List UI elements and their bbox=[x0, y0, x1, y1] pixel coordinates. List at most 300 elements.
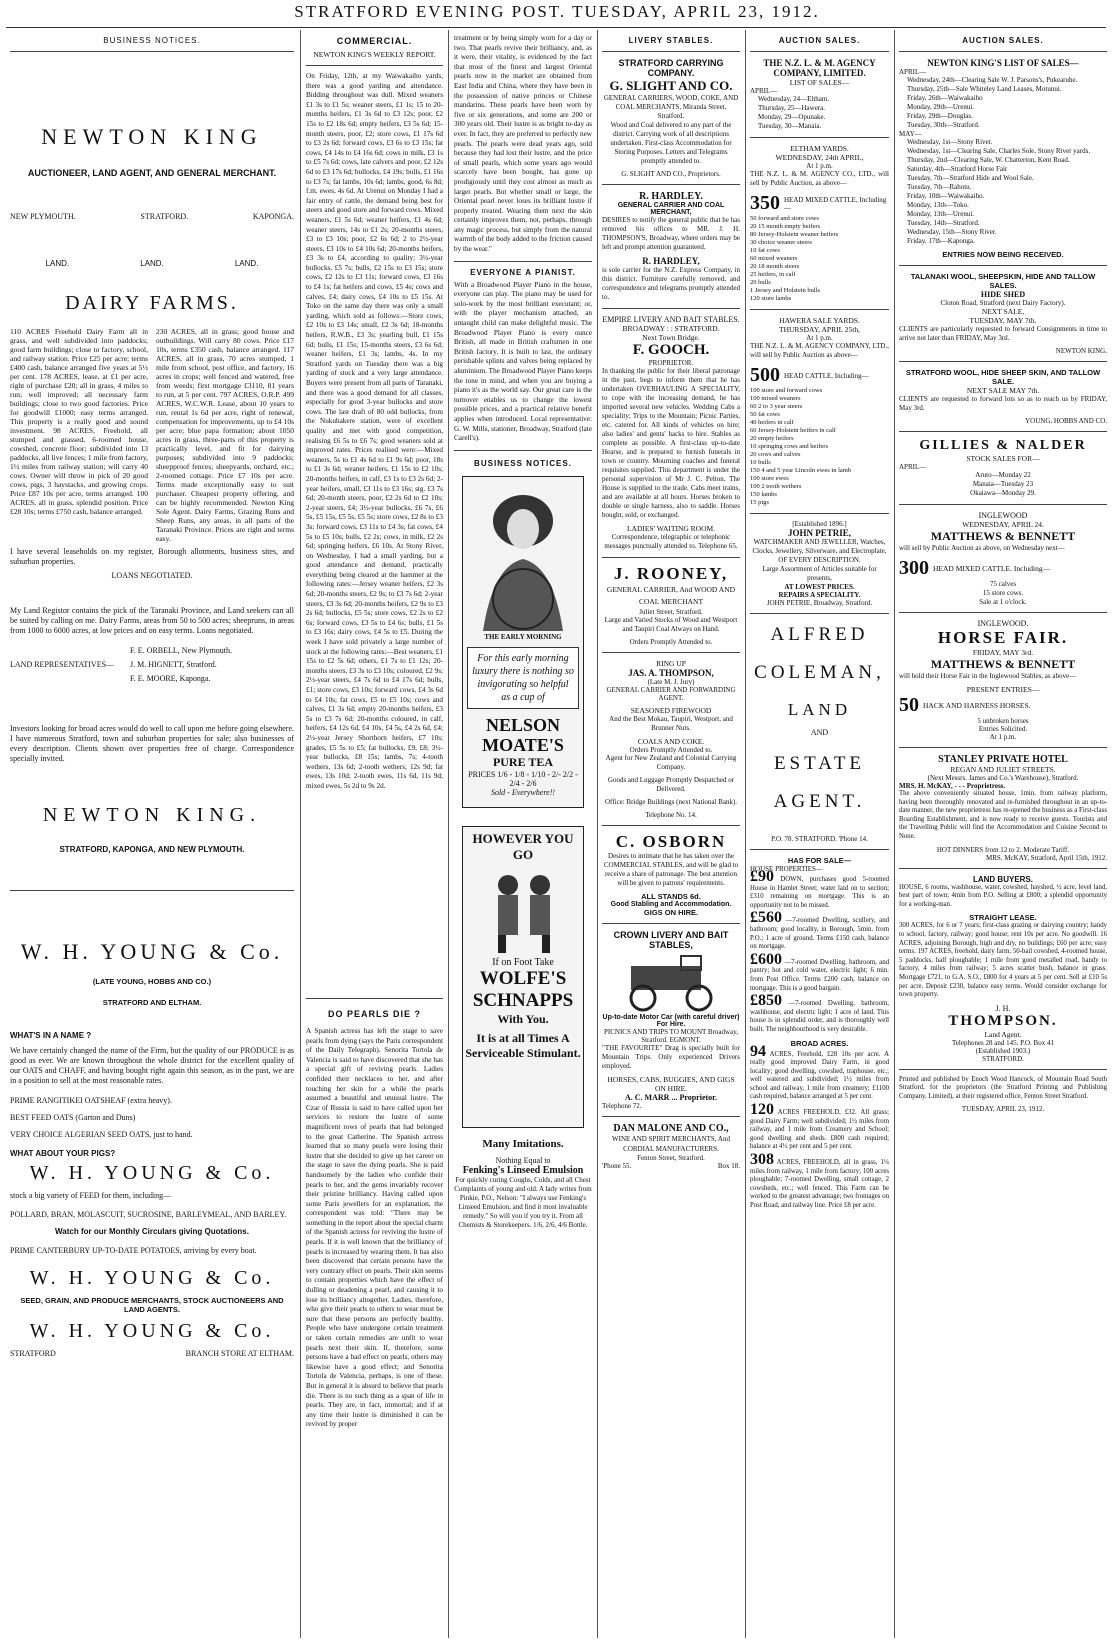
rep-name: F. E. ORBELL, New Plymouth. bbox=[130, 646, 233, 655]
printed-by: Printed and published by Enoch Wood Hancock, of Mountain Road South Stratford, for the proprietors (the Stratford Printing and Publishing Company, Limited), at their registered office, Fenton Street Stratford. bbox=[899, 1075, 1107, 1100]
hotel-addr: REGAN AND JULIET STREETS. bbox=[950, 765, 1056, 774]
sale-item: Monday, 13th—Toko. bbox=[907, 201, 969, 209]
rooney-sub: GENERAL CARRIER, And WOOD AND COAL MERCHANT bbox=[606, 585, 736, 606]
sale-item: Wednesday, 24—Eltham. bbox=[758, 95, 830, 103]
hawera-yards: HAWERA SALE YARDS. bbox=[779, 316, 860, 325]
divider bbox=[602, 1116, 740, 1117]
rooney-addr: Juliet Street, Stratford. bbox=[639, 608, 703, 616]
seed-merch: SEED, GRAIN, AND PRODUCE MERCHANTS, STOCK AUCTIONEERS AND LAND AGENTS. bbox=[20, 1296, 284, 1314]
imitations: Many Imitations. bbox=[482, 1137, 564, 1150]
ring-up: RING UP bbox=[656, 659, 686, 668]
divider bbox=[306, 65, 443, 66]
stock-item: 20 cows and calves bbox=[750, 451, 801, 458]
matthews-name-2: MATTHEWS & BENNETT bbox=[930, 657, 1076, 671]
alfred: ALFRED bbox=[770, 624, 869, 645]
straight-text: 300 ACRES, for 6 or 7 years; first-class grazing or dairying country; handy to school, factory, railway; good house; rent 10s per acre. No goodwill. 16 ACRES, adjoining Borough, high and dry, no buildings; £60 per acre; easy terms. 197 ACRES, freehold, dairy farm, 50-bail cowshed, 4-roomed house, 5 paddocks, half ploughable; 1 mile from good metalled road, handy to factory, 4 miles from railway; 5 acres scatter bush, balance in grass. Mortgage £721, to G.A. S.O., £800 for 4 years at 5 per cent. Sell at £10 5s per acre. Deposit £230, balance easy terms. Would consider exchange for town property. bbox=[899, 922, 1107, 999]
divider bbox=[306, 998, 443, 999]
young-title: W. H. YOUNG & Co. bbox=[20, 939, 284, 964]
at-1pm: At 1 p.m. bbox=[989, 733, 1017, 741]
firm-tagline: AUCTIONEER, LAND AGENT, AND GENERAL MERCHANT. bbox=[27, 168, 277, 178]
slight-sub: GENERAL CARRIERS, WOOD, COKE, AND COAL MERCHANTS, Miranda Street, Stratford. bbox=[603, 94, 739, 120]
towns-2: STRATFORD, KAPONGA, AND NEW PLYMOUTH. bbox=[59, 845, 245, 854]
cattle-350-label: HEAD MIXED CATTLE, Including— bbox=[784, 195, 887, 212]
picnics-text: PICNICS AND TRIPS TO MOUNT Broadway, Stratford. EGMONT. bbox=[604, 1028, 738, 1044]
divider bbox=[750, 137, 889, 138]
stabling-text: Good Stabling and Accommodation. bbox=[610, 901, 732, 908]
stock-item: 10 fat cows bbox=[750, 247, 780, 254]
sale-item: Tuesday, 7th—Stratford Hide and Wool Sale. bbox=[907, 174, 1034, 182]
nzlm-title: THE N.Z. L. & M. AGENCY COMPANY, LIMITED. bbox=[763, 58, 876, 78]
name-text: We have certainly changed the name of the Firm, but the quality of our PRODUCE is as good as ever. We are known throughout the whole district for the excellent quality of our OATS and CHAFF, and having bought right again this season, as in the past, we are in a position to sell at the most reasonable rates. bbox=[10, 1046, 294, 1085]
next-sale: NEXT SALE, bbox=[981, 307, 1025, 316]
hotel-name: STANLEY PRIVATE HOTEL bbox=[938, 754, 1068, 765]
buyers-text: HOUSE, 6 rooms, washhouse, water, cowshed, hayshed, ½ acre, level land, best part of town; 4min from P.O. Selling at £800; a splendid opportunity for a working-man. bbox=[899, 883, 1107, 908]
may-label: MAY— bbox=[899, 130, 922, 138]
stands-price: ALL STANDS 6d. bbox=[641, 892, 701, 901]
stock-item: 20 empty heifers bbox=[750, 435, 794, 442]
column-commercial bbox=[306, 34, 443, 1638]
eltham-date: WEDNESDAY, 24th APRIL, bbox=[775, 153, 864, 162]
section-header: AUCTION SALES. bbox=[778, 36, 861, 45]
stock-item: 150 4 and 5 year Lincoln ewes in lamb bbox=[750, 467, 852, 474]
divider bbox=[454, 261, 592, 262]
divider bbox=[899, 1069, 1107, 1070]
ing-date: WEDNESDAY, APRIL 24. bbox=[962, 520, 1044, 529]
sale-item: Tuesday, 14th—Stratford. bbox=[907, 219, 980, 227]
coal-text: And the Best Mokau, Taupiri, Westport, and Brunner Nuts. bbox=[609, 715, 733, 732]
sale-item: Monday, 29th—Urenui. bbox=[907, 103, 975, 111]
phone-55: 'Phone 55. bbox=[602, 1162, 632, 1170]
best-oats: BEST FEED OATS (Garton and Duns) bbox=[10, 1113, 136, 1122]
april-sales bbox=[899, 76, 1107, 130]
land-buyers: LAND BUYERS. bbox=[972, 874, 1033, 884]
column-livery-stables bbox=[602, 34, 740, 1638]
box-18: Box 18. bbox=[717, 1162, 740, 1170]
sale-item: Thursday, 2nd—Clearing Sale, W. Chatterton, Kent Road. bbox=[907, 156, 1070, 164]
coleman-po: P.O. 78. STRATFORD. 'Phone 14. bbox=[771, 835, 868, 843]
acres-120 bbox=[750, 1101, 889, 1152]
stock-item: 10 springing cows and heifers bbox=[750, 443, 828, 450]
stock-item: 50 fat cows bbox=[750, 411, 780, 418]
sales-list bbox=[750, 95, 889, 131]
est: (Established 1903.) bbox=[975, 1046, 1031, 1055]
sale-item: Monday, 13th—Urenui. bbox=[907, 210, 975, 218]
cattle-500 bbox=[750, 364, 889, 387]
nk-list: NEWTON KING'S LIST OF SALES— bbox=[927, 58, 1079, 68]
matthews-name: MATTHEWS & BENNETT bbox=[930, 529, 1076, 543]
nelson-top: THE EARLY MORNING bbox=[484, 632, 562, 641]
divider bbox=[602, 184, 740, 185]
pianist-heading: EVERYONE A PIANIST. bbox=[470, 267, 576, 277]
acres-308 bbox=[750, 1151, 889, 1211]
potatoes-text: PRIME CANTERBURY UP-TO-DATE POTATOES, arriving by every boat. bbox=[10, 1246, 257, 1255]
divider bbox=[602, 923, 740, 924]
carrying-title: STRATFORD CARRYING COMPANY. bbox=[618, 58, 724, 78]
property-600 bbox=[750, 950, 889, 993]
young-sub: (LATE YOUNG, HOBBS AND CO.) bbox=[92, 977, 212, 986]
land-label: LAND. bbox=[45, 259, 70, 268]
pearls-article: A Spanish actress has left the stage to save pearls from dying (says the Paris correspondent of the Daily Telegraph). Senorita Tortola de Valencia is said to have discovered that she has a special gift of reviving pearls. Ladies confided their necklaces to her, and after touching her skin for a while the pearls assumed a beautiful and unusual lustre. The Czar of Russia is said to have called upon her services to restore the lustre of some magnificent rows of pearls that had belonged to the great Catherine. The Spanish actress learned that so many pearls were losing their lustre that she decided to give up her career on the stage to save the dying pearls. She is paid handsomely by the ladies who confide their pearls to her, and the gems invariably recover their pristine brilliancy. Having called upon some Paris jewellers for an explanation, the correspondent was told: "There may be something in the report about the special charm of the Spanish actress for reviving the lustre of pearls. If it is well known that the brilliancy of pearls is increased by wearing them. It has also been discovered that certain persons have the very contrary effect on pearls. Their skin seems to contain properties which have the effect of dulling or deadening a pearl, and causing it to lose its brilliancy altogether. Ladies, therefore, who give their pearls to others to wear must be sure that these persons are perfectly healthy. People who have undergone certain treatment or taken certain remedies are unfit to wear pearls next their skin. If, therefore, some persons have a bad effect on pearls, others may likewise have a good effect; and Senorita Tortola de Valencia, perhaps, is one of these. But in general it is absurd to believe that pearls die. There is no such thing as a span of life in pearls. They are, in fact, immortal; and if at any time their lustre is diminished it can be revived by proper bbox=[306, 1027, 443, 1429]
cattle-350 bbox=[750, 192, 889, 215]
section-header: AUCTION SALES. bbox=[962, 36, 1044, 45]
young-title: W. H. YOUNG & Co. bbox=[29, 1320, 275, 1342]
gillies-sub: STOCK SALES FOR— bbox=[966, 454, 1040, 463]
farm-listings bbox=[10, 327, 294, 547]
stratford-label: STRATFORD bbox=[10, 1349, 56, 1358]
stratford: STRATFORD. bbox=[982, 1054, 1024, 1063]
malone-contacts bbox=[602, 1162, 740, 1170]
telephone-14: Telephone No. 14. bbox=[645, 811, 697, 819]
next-sale-2: NEXT SALE MAY 7th. bbox=[966, 386, 1040, 395]
fenkings-title: Fenking's Linseed Emulsion bbox=[462, 1164, 584, 1176]
rooney-name: J. ROONEY, bbox=[613, 564, 729, 583]
reps-label: LAND REPRESENTATIVES— bbox=[10, 660, 115, 669]
nothing-equal: Nothing Equal to bbox=[495, 1155, 551, 1165]
unbroken: 5 unbroken horses bbox=[977, 717, 1029, 725]
wolfe-foot: If on Foot Take bbox=[492, 956, 554, 968]
divider bbox=[750, 309, 889, 310]
representatives bbox=[10, 644, 294, 686]
young-title: W. H. YOUNG & Co. bbox=[29, 1162, 275, 1184]
masthead: STRATFORD EVENING POST. TUESDAY, APRIL 23, 1912. bbox=[294, 2, 820, 21]
suburban-note: I have several leaseholds on my register, Borough allotments, business sites, and suburban properties. bbox=[10, 547, 294, 566]
wolfe-top: HOWEVER YOU GO bbox=[472, 830, 574, 862]
young-footer bbox=[10, 1349, 294, 1358]
land-agent: Land Agent. bbox=[984, 1029, 1022, 1039]
land-list bbox=[10, 259, 294, 268]
stock-item: 100 2 tooth wethers bbox=[750, 483, 802, 490]
sale-at-1: Sale at 1 o'clock. bbox=[979, 598, 1027, 606]
section-header: BUSINESS NOTICES. bbox=[103, 36, 201, 45]
g-april: APRIL— bbox=[899, 463, 927, 471]
registor-text: My Land Registor contains the pick of the Taranaki Province, and Land seekers can all be suited by calling on me. Dairy Farms, areas from 50 to 500 acres; sheepruns, in areas from 1000 to 6000 acres, at low prices and on easy terms. Loans negotiated. bbox=[10, 606, 294, 635]
cattle-300-list bbox=[899, 580, 1107, 598]
divider bbox=[10, 51, 294, 52]
branch-label: BRANCH STORE AT ELTHAM. bbox=[185, 1349, 294, 1358]
section-header: LIVERY STABLES. bbox=[628, 36, 714, 45]
seed-oats: VERY CHOICE ALGERIAN SEED OATS, just to hand. bbox=[10, 1130, 193, 1139]
price-850: £850 bbox=[750, 992, 782, 1010]
horses-text: HORSES, CABS, BUGGIES, AND GIGS ON HIRE. bbox=[607, 1075, 735, 1093]
price-90: £90 bbox=[750, 868, 774, 885]
motor-car-icon bbox=[611, 952, 731, 1012]
stock-item: 100 store ewes bbox=[750, 475, 789, 482]
clients-text: CLIENTS are particularly requested to forward Consignments in time to arrive not later than FRIDAY, May 3rd. bbox=[899, 325, 1107, 342]
stock-item: 15 pigs bbox=[750, 499, 769, 506]
count-308: 308 bbox=[750, 1151, 774, 1169]
solicited: Entries Solicited. bbox=[978, 725, 1028, 733]
april-label: APRIL— bbox=[750, 87, 778, 95]
firewood: SEASONED FIREWOOD bbox=[630, 706, 712, 715]
stock-item: 10 bulls bbox=[750, 459, 771, 466]
rep-name: J. M. HIGNETT, Stratford. bbox=[130, 660, 217, 669]
cattle-300-label: HEAD MIXED CATTLE. Including— bbox=[933, 564, 1051, 573]
acres-308-text: ACRES, FREEHOLD, all in grass, 1¼ miles from railway, 1 mile from factory; 100 acres ploughable; 7-roomed Dwelling, small cottage, 2 cowsheds, etc.; well fenced. This Farm can be worked to the greatest advantage; two frontages on Post Road, and railway line. Price £8 per acre. bbox=[750, 1159, 889, 1209]
price-600: £600 bbox=[750, 950, 782, 968]
stock-item: 75 calves bbox=[989, 580, 1017, 588]
hide-shed: HIDE SHED bbox=[980, 290, 1026, 299]
rep-name: F. E. MOORE, Kaponga. bbox=[130, 674, 211, 683]
thompson-name: JAS. A. THOMPSON, bbox=[628, 668, 714, 678]
entries: ENTRIES NOW BEING RECEIVED. bbox=[942, 250, 1064, 259]
count-350: 350 bbox=[750, 192, 780, 214]
crown-title: CROWN LIVERY AND BAIT STABLES, bbox=[613, 930, 729, 950]
talanaki: TALANAKI WOOL, SHEEPSKIN, HIDE AND TALLOW SALES. bbox=[910, 272, 1096, 290]
straight-lease: STRAIGHT LEASE. bbox=[969, 913, 1037, 923]
stock-item: 20 bulls bbox=[750, 279, 771, 286]
town-label: STRATFORD. bbox=[140, 212, 189, 221]
divider bbox=[899, 612, 1107, 613]
nzlm-sell: THE N.Z. L. & M. AGENCY CO., LTD., will sell by Public Auction, as above— bbox=[750, 170, 889, 187]
sale-item: Thursday, 25—Hawera. bbox=[758, 104, 825, 112]
divider bbox=[899, 265, 1107, 266]
town-label: NEW PLYMOUTH. bbox=[10, 212, 76, 221]
osborn-name: C. OSBORN bbox=[615, 832, 727, 851]
gillies-sales bbox=[899, 471, 1107, 498]
circulars-text: Watch for our Monthly Circulars giving Quotations. bbox=[55, 1227, 249, 1236]
stock-item: 100 mixed weaners bbox=[750, 395, 801, 402]
matthews-text-2: will hold their Horse Fair in the Inglewood Stables, as above— bbox=[899, 672, 1077, 680]
stock-item: 60 2 to 3 year steers bbox=[750, 403, 803, 410]
stock-item: 1 Jersey and Holstein bulls bbox=[750, 287, 821, 294]
investors-text: Investors looking for broad acres would do well to call upon me before going elsewhere. I have numerous Stratford, town and suburban properties for sale; also businesses of every description. Clients shown over properties free of charge. Correspondence specially invited. bbox=[10, 724, 294, 763]
rooney-text: Large and Varied Stocks of Wood and Westport and Taupiri Coal Always on Hand. bbox=[604, 616, 738, 633]
sale-item: Tuesday, 30—Manaia. bbox=[758, 122, 822, 130]
sale-item: Friday, 26th—Waiwakaiho bbox=[907, 94, 983, 102]
cattle-500-label: HEAD CATTLE, Including— bbox=[784, 371, 869, 380]
goods-text: Goods and Luggage Promptly Despatched or Delivered. bbox=[607, 776, 735, 793]
waiting-room: LADIES' WAITING ROOM. bbox=[626, 524, 716, 533]
pearls-heading: DO PEARLS DIE ? bbox=[327, 1009, 421, 1019]
wolfe-brand: WOLFE'S SCHNAPPS bbox=[472, 967, 574, 1011]
young-title: W. H. YOUNG & Co. bbox=[29, 1267, 275, 1289]
gillies-name: GILLIES & NALDER bbox=[919, 438, 1087, 453]
stock-item: 50 forward and store cows bbox=[750, 215, 819, 222]
divider bbox=[899, 504, 1107, 505]
price-560: £560 bbox=[750, 909, 782, 927]
wolfe-tag: It is at all Times A Serviceable Stimulant. bbox=[465, 1030, 581, 1060]
hot-dinners: HOT DINNERS from 12 to 2. Moderate Tariff. bbox=[936, 845, 1070, 854]
town-label: KAPONGA. bbox=[252, 212, 294, 221]
traveller-illustration-icon bbox=[468, 865, 578, 955]
pigs-heading: WHAT ABOUT YOUR PIGS? bbox=[10, 1149, 116, 1158]
nelson-prices: PRICES 1/6 - 1/8 - 1/10 - 2/- 2/2 - 2/4 - 2/6 bbox=[468, 769, 578, 788]
stock-item: 80 Jersey-Holstein weaner heifers bbox=[750, 231, 839, 238]
property-560-text: —7-roomed Dwelling, scullery, and bathroom; good locality, in Borough, 5min. from P.O.; 1 acre of ground. Terms £150 cash, balance on mortgage. bbox=[750, 917, 889, 951]
has-for-sale: HAS FOR SALE— bbox=[787, 856, 852, 865]
divider bbox=[899, 361, 1107, 362]
cattle-300 bbox=[899, 557, 1107, 580]
inglewood: INGLEWOOD bbox=[978, 511, 1028, 520]
may-sales bbox=[899, 138, 1107, 246]
divider bbox=[750, 849, 889, 850]
firm-name: NEWTON KING bbox=[41, 124, 263, 149]
column-rule bbox=[448, 30, 449, 1638]
sale-item: Manaia—Tuesday 23 bbox=[972, 480, 1034, 488]
slight-sign: G. SLIGHT AND CO., Proprietors. bbox=[621, 170, 721, 178]
young-sign: YOUNG, HOBBS AND CO. bbox=[1025, 417, 1107, 425]
divider bbox=[899, 747, 1107, 748]
nelson-sold: Sold - Everywhere!! bbox=[490, 787, 556, 797]
masthead-rule bbox=[6, 27, 1106, 28]
house-props: HOUSE PROPERTIES— bbox=[750, 865, 823, 873]
wolfe-with: With You. bbox=[497, 1011, 549, 1026]
reps-list bbox=[130, 644, 232, 686]
thompson-late: (Late M. J. Jury) bbox=[647, 678, 695, 686]
empire-title: EMPIRE LIVERY AND BAIT STABLES. bbox=[602, 315, 740, 324]
rooney-orders: Orders Promptly Attended to. bbox=[629, 638, 713, 646]
lowest-prices: AT LOWEST PRICES. bbox=[784, 583, 855, 591]
land-word: LAND bbox=[787, 700, 852, 719]
dairy-farms-heading: DAIRY FARMS. bbox=[65, 292, 239, 314]
and-word: AND bbox=[810, 728, 829, 737]
sale-item: Saturday, 4th—Stratford Horse Fair bbox=[907, 165, 1008, 173]
stock-item: 15 store cows. bbox=[982, 589, 1024, 597]
agent-text: Agent for New Zealand and Colonial Carrying Company. bbox=[605, 754, 737, 771]
hotel-next: (Next Messrs. James and Co.'s Warehouse), Stratford. bbox=[927, 774, 1079, 782]
property-90-text: DOWN, purchases good 5-roomed House in Hamlet Street; water laid on to section; £310 remaining on mortgage. This is an opportunity not to be missed. bbox=[750, 876, 889, 909]
count-50: 50 bbox=[899, 694, 919, 716]
gigs-hire: GIGS ON HIRE. bbox=[643, 908, 699, 917]
april-label: APRIL— bbox=[899, 68, 927, 76]
slight-text: Wood and Coal delivered to any part of the district. Carrying work of all descriptions undertaken. First-class Accommodation for Storing Purposes. Letters and Telegrams promptly attended to. bbox=[610, 121, 732, 165]
column-pearls-ads bbox=[454, 34, 592, 1638]
acres-120-text: ACRES FREEHOLD, £32. All grass; good Dairy Farm; well subdivided; 1½ miles from railway, and 1 mile from Creamery and School; good dwelling and sheds. £800 cash required; balance at 4½ per cent and 5 per cent. bbox=[750, 1109, 889, 1151]
osborn-text: Desires to intimate that he has taken over the COMMERCIAL STABLES, and will be glad to receive a share of patronage. The best attention will be given to patrons' requirements. bbox=[603, 852, 739, 887]
stock-item: 30 choice weaner steers bbox=[750, 239, 812, 246]
waiting-text: Correspondence, telegraphic or telephonic messages punctually attended to. Telephone 65. bbox=[604, 533, 738, 550]
established: [Established 1896.] bbox=[792, 520, 847, 528]
count-300: 300 bbox=[899, 557, 929, 579]
gooch-text: In thanking the public for their liberal patronage in the past, begs to inform them that he has undertaken OVERHAULING A SPECIALITY, to cope with the increasing demand, he has imported several new vehicles. Wedding Cabs a speciality; Trips to the Mountain; Picnic Parties, etc. catered for. All kinds of vehicles on hire; also ladies' and gents' hacks to hire. Stables as complete as possible. A first-class up-to-date Hearse, and is prepared to furnish funerals in town or country. Mourning coaches and funeral requisites supplied. This department is under the personal supervision of Mr J. C. Pelton. The House is supplied to the trade. Cabs meet trains, and are available at all hours. Horses broken to double or single harness, also to saddle. Horses bought, sold, or exchanged. bbox=[602, 367, 740, 519]
column-business-notices bbox=[10, 34, 294, 1638]
stock-item: 25 heifers, in calf bbox=[750, 271, 796, 278]
column-rule bbox=[597, 30, 598, 1638]
next-bridge: Next Town Bridge. bbox=[642, 333, 700, 342]
at-1pm: At 1 p.m. bbox=[806, 162, 833, 170]
section-header: COMMERCIAL. bbox=[336, 36, 413, 46]
divider bbox=[899, 431, 1107, 432]
jh: J. H. bbox=[995, 1003, 1011, 1013]
stock-item: 60 mixed weaners bbox=[750, 255, 798, 262]
sale-item: Tuesday, 7th—Rahotu. bbox=[907, 183, 972, 191]
hotel-text: The above conveniently situated house, 1min. from railway platform, having been thoroughly renovated and re-furnished throughout in an up-to-date manner, the new proprietress has re-opened the business as a First-class Boarding Establishment, and is now ready to receive guests. Tourists and the Travelling Public will find the Accommodation and Cuisine Second to None. bbox=[899, 790, 1107, 840]
proprietor-label: PROPRIETOR. bbox=[648, 359, 694, 367]
orders-label: Orders Promptly Attended to. bbox=[629, 746, 713, 754]
divider bbox=[899, 868, 1107, 869]
horses-50 bbox=[899, 694, 1107, 717]
sale-item: Wednesday, 15th—Stony River. bbox=[907, 228, 997, 236]
inglewood-2: INGLEWOOD. bbox=[977, 619, 1029, 628]
pianist-text: With a Broadwood Player Piano in the house, everyone can play. The piano may be used for solo-work by the most brilliant executant; or, with the player mechanism attached, an untaught child can make delightful music. The Broadwood Player Piano is every ounce British, all made in British craftsmen in one British factory. It is built to last, the ordinary perishable splints and valves being replaced by aluminium. The Broadwood Player Piano keeps the tone in mind, and when you are buying a piano it's as the world say. Our great care is the turnover enables us to change the lowest possible prices, and a practical relative benefit applies when introduced. Local representative: G. W. Mills, stationer, Broadway, Stratford (late Carell's). bbox=[454, 280, 592, 443]
sale-item: Friday, 29th—Douglas. bbox=[907, 112, 973, 120]
report-title: NEWTON KING'S WEEKLY REPORT. bbox=[313, 50, 436, 59]
land-label: LAND. bbox=[234, 259, 259, 268]
sale-item: Wednesday, 1st—Stony River. bbox=[907, 138, 993, 146]
repairs: REPAIRS A SPECIALITY. bbox=[778, 591, 861, 599]
divider bbox=[602, 825, 740, 826]
divider bbox=[602, 308, 740, 309]
count-500: 500 bbox=[750, 364, 780, 386]
office-text: Office: Bridge Buildings (next National Bank). bbox=[604, 798, 738, 806]
tel-box: Telephones 28 and 145. P.O. Box 41 bbox=[952, 1038, 1054, 1047]
divider bbox=[750, 513, 889, 514]
property-850 bbox=[750, 992, 889, 1034]
sale-item: Wednesday, 24th—Clearing Sale W. J. Parsons's, Pukearuhe. bbox=[907, 76, 1078, 84]
stock-item: 60 Jersey-Holstein heifers in calf bbox=[750, 427, 836, 434]
nelson-moate-ad bbox=[462, 476, 584, 808]
hardley-name: R. HARDLEY. bbox=[639, 191, 703, 202]
petrie-name: JOHN PETRIE, bbox=[787, 528, 851, 538]
petrie-sub: WATCHMAKER AND JEWELLER, Watches, Clocks, Jewellery, Silverware, and Electroplate, OF EVERY DESCRIPTION. bbox=[752, 538, 887, 564]
mckay-sign: MRS. McKAY, Stratford, April 15th, 1912. bbox=[986, 853, 1107, 862]
nelson-brand: NELSON MOATE'S bbox=[482, 714, 564, 755]
column-auction-sales-2 bbox=[899, 34, 1107, 1638]
farm-lots-right: 230 ACRES, all in grass; good house and outbuildings. Will carry 80 cows. Price £17 10s, terms £350 cash, balance arranged. 117 ACRES, all in grass, 70 acres stumped, 1 mile from school, post office, and factory, 16 acres in crops; well fenced and watered, free from weeds; first mortgage £3110, 81 years to run, at 5 per cent. 797 ACRES, O.R.P. 499 ACRES, W.C.W.R. Lease, about 10 years to run, rental 1s 6d per acre, right of renewal, compensation for improvements, up to £4 10s per acre; blue papa formation; about 1050 acres in grass, three-parts of this property is practically level, and fit for dairying purposes; subdivided into 9 paddocks; sheepproof fences; sheepyards, orchard, etc.; 2-roomed cottage. Price £7 10s per acre. Terms made exceptionally easy to suit purchaser. Cheapest property offering, and can be highly recommended. Newton King Sole Agent. Dairy Farms, Grazing Runs and Sheep Runs, any areas, in all parts of the Taranaki Province. Prices are right and terms easy. bbox=[156, 327, 294, 543]
divider bbox=[750, 51, 889, 52]
property-600-text: —7-roomed Dwelling, bathroom, and pantry; hot and cold water, electric light; 6 min. from Post Office. Terms £200 cash, balance on mortgage. This is a good bargain. bbox=[750, 958, 889, 992]
hardley-sign: R. HARDLEY, bbox=[642, 256, 700, 266]
horse-fair: HORSE FAIR. bbox=[937, 628, 1069, 647]
divider bbox=[602, 652, 740, 653]
land-label: LAND. bbox=[140, 259, 164, 268]
fenton-street: Fenton Street, Stratford. bbox=[637, 1154, 705, 1162]
property-560 bbox=[750, 909, 889, 951]
malone-name: DAN MALONE AND CO., bbox=[613, 1123, 729, 1134]
hardley-text: DESIRES to notify the general public that he has removed his offices to MR. J. H. THOMPSON'S, Broadway, where orders may be left and prompt attention guaranteed. bbox=[602, 216, 740, 251]
print-date: TUESDAY, APRIL 23, 1912. bbox=[961, 1105, 1045, 1114]
stock-item: 20 18 month steers bbox=[750, 263, 800, 270]
telephone-72: Telephone 72. bbox=[602, 1102, 642, 1110]
report-body: On Friday, 12th, at my Waiwakaiho yards, there was a good yarding and attendance. Bidding throughout was dull. Mixed weaners £1 3s to £1 5s; weaner steers, £1 1s; 15 to 20-months heifers, £1 3s 6d to £3 12s; poor, £2 15s to £2 18s 6d; empty heifers, £3 5s 6d; 15-month steers, poor, £2; store cows, £1 17s 6d to £3 2s 6d; forward cows, £3 6s to £3 15s; fat cows, £4 14s to £4 16s 6d; cows in milk, £3 1s to £5 7s 6d; cows, late calvers and poor, £2 12s 6d to £3 17s 6d; bullocks, £4 19s; bulls, £1 16s to £3 7s; fat lambs, 10s 6d; lambs, good, 6s 8d; f.m. ewes, 4s 6d. At Urenui on Monday I had a fair entry of cattle, the demand being best for steers and good store and forward cows. Mixed weaners, £1 5s 6d; weaner heifers, £1 4s 6d; weaner steers, 14s to £1 2s; 20-months steers, £3 to £3 10s; poor, £2 6s 6d; 2 to 2½-year steers, £3 10s to £4 10s 6d; 20-months heifers, £3 3s to £4, according to quality; 3½-year bullocks, £5 7s; bulls, £2 15s to £3 15s; store cows, £2 12s to £3 11s; forward cows, £3 16s to £4 1s; fat heifers and cows, £5 4s; cows and calves, £4; dairy cows, £4 10s to £5 15s. At Toko on the same day there was only a small yarding, which sold as follows:—Store cows, £2 10s to £3 14s; small, £2 3s 6d; 18-months heifers, R.W.B., £3 3s; yearling bull, £1 15s 6d; bulls, £1 15s; 15-months steers, £3 6s 6d; weaner heifers, £1 3s; lambs, 4s. In my Stratford yards on Tuesday there was a big yarding of stock and a very large attendance. Buyers were present from all parts of Taranaki, and there was a good demand for all classes, especially for good 3-year bullocks and store cows. The last draft of 80 odd bullocks, from the Nukuhakere station, were of excellent quality and met with good competition, realising £6 5s to £6 7s; good weaners sold at improved rates. Prices realised were:—Mixed weaners, 5s to £1 4s 6d to £1 9s 6d; poor, 18s to £1 3s 6d; weaner heifers, £1 15s to £2 10s; 20-months heifers, in calf, £3 1s to £3 2s 6d; 2-year heifers, small, £3 11s to £3 16s; stg. £3 7s 6d; 20-month steers, poor, £2 2s 6d to £2 10s; 2-year steers, £4; 3½-year bullocks, £6 7s, £6 5s, £5 15s, £5 5s, £5 5s; store cows, £2 8s to £3 3s; forward cows, £3 11s to £4 3s; fat cows, £4 5s to £5 10s; bulls, £2 2s; cows, in milk, £2 2s 6d; springing heifers, £6 10s. At Stony River, on Wednesday, I had a small yarding, but a good attendance and demand, practically everything being cleared at the hammer at the following rates:—Jersey weaner heifers, £2 3s 6d; 20-months steers, £2 9s; to £3 7s 6d; 2-year steers, £3 3s 6d; 20-months heifers, £2 9s to £3 2s 6d; bullocks, £5 5s; store cows, £2 2s to £2 6s; forward cows, £3 5s to £4 6s; bulls, £1 5s to £3 16s; dairy cows, £4 5s to £5. During the week I have sold privately a large number of stock at the following rates:—Best weaners, £1 15s to £2 5s 6d; others, £1 7s to £1 12s; 20-months steers, £3 3s to £3 10s; coloured, £2 9s; 2½-year steers, £4 7s 6d to £4 17s 6d; bulls, £1; store cows, £3 10s; forward cows, £4 3s 6d to £4 10s; fat cows, £5 to £5 10s; cows and calves, £1 3s 6d; empty 20-months heifers, £3 5s to £3 7s 6d; 20-months coloured, in calf, heifers, £4 12s 6d, £4 10s, £4 5s, £4 2s 6d, £4; 2½-year Jersey Shorthorn heifers, £7 10s; grades, £5 5s to £5; fat bullocks, £9, £8; 3½-year bullocks, £8 15s; lambs, 7s; 4-tooth wethers, 13s 6d; 2-tooth wethers, 12s 9d; fat ewes, 13s 10d; 2-tooth ewes, 11s 6d, 11s 9d; mixed ewes, 5s 2d to 9s 2d. bbox=[306, 72, 443, 790]
agent-word: AGENT. bbox=[773, 791, 866, 812]
stock-item: 120 store lambs bbox=[750, 295, 792, 302]
sale-item: Monday, 29—Opunake. bbox=[758, 113, 826, 121]
matthews-text: will sell by Public Auction as above, on Wednesday next— bbox=[899, 544, 1065, 552]
stock-item: 40 heifers in calf bbox=[750, 419, 794, 426]
list-sales: LIST OF SALES— bbox=[789, 78, 850, 87]
whats-name-heading: WHAT'S IN A NAME ? bbox=[10, 1031, 92, 1040]
count-94: 94 bbox=[750, 1042, 766, 1060]
cattle-500-list bbox=[750, 387, 889, 507]
wolfe-schnapps-ad bbox=[462, 826, 584, 1128]
column-rule bbox=[894, 30, 895, 1638]
motor-text: Up-to-date Motor Car (with careful driver) For Hire. bbox=[602, 1014, 740, 1028]
divider bbox=[602, 51, 740, 52]
sale-item: Aruto—Monday 22 bbox=[975, 471, 1031, 479]
divider bbox=[899, 51, 1107, 52]
column-rule bbox=[300, 30, 301, 1638]
hack-label: HACK AND HARNESS HORSES. bbox=[923, 701, 1031, 710]
acres-94-text: ACRES, Freehold, £28 10s per acre. A really good improved Dairy Farm, in good locality; good dwelling, cowshed, traphouse, etc.; well watered and subdivided; 1½ miles from school and railway, 1 mile from creamery; £1100 cash required, balance arranged at 5 per cent. bbox=[750, 1050, 889, 1101]
woman-illustration-icon bbox=[463, 481, 583, 631]
stock-item: 20 15 month empty heifers bbox=[750, 223, 821, 230]
nelson-text: For this early morning luxury there is nothing so invigorating so helpful as a cup of bbox=[467, 647, 579, 709]
marr-sign: A. C. MARR ... Proprietor. bbox=[625, 1093, 717, 1102]
hardley-sub: GENERAL CARRIER AND COAL MERCHANT, bbox=[617, 202, 725, 216]
divider bbox=[750, 613, 889, 614]
petrie-stock: Large Assortment of Articles suitable for presents, bbox=[762, 565, 877, 582]
nelson-tea: PURE TEA bbox=[492, 754, 554, 769]
estate-word: ESTATE bbox=[773, 753, 866, 774]
fenkings-text: For quickly curing Coughs, Colds, and all Chest Complaints of young and old. A lady writes from Pinkie, P.O., Nelson: "I always use Fenking's Linseed Emulsion, and find it most invaluable remedy." So will you if you try it. From all Chemists & Storekeepers. 1/6, 2/6, 4/6 Bottle. bbox=[454, 1175, 592, 1229]
divider bbox=[602, 557, 740, 558]
coke-label: COALS AND COKE. bbox=[637, 737, 705, 746]
cloton-road: Cloton Road, Stratford (next Dairy Factory). bbox=[940, 299, 1066, 307]
sale-item: Friday, 17th—Kaponga. bbox=[907, 237, 975, 245]
eltham-yards: ELTHAM YARDS. bbox=[790, 144, 849, 153]
clients-text-2: CLIENTS are requested to forward lots so as to reach us by FRIDAY, May 3rd. bbox=[899, 395, 1107, 412]
